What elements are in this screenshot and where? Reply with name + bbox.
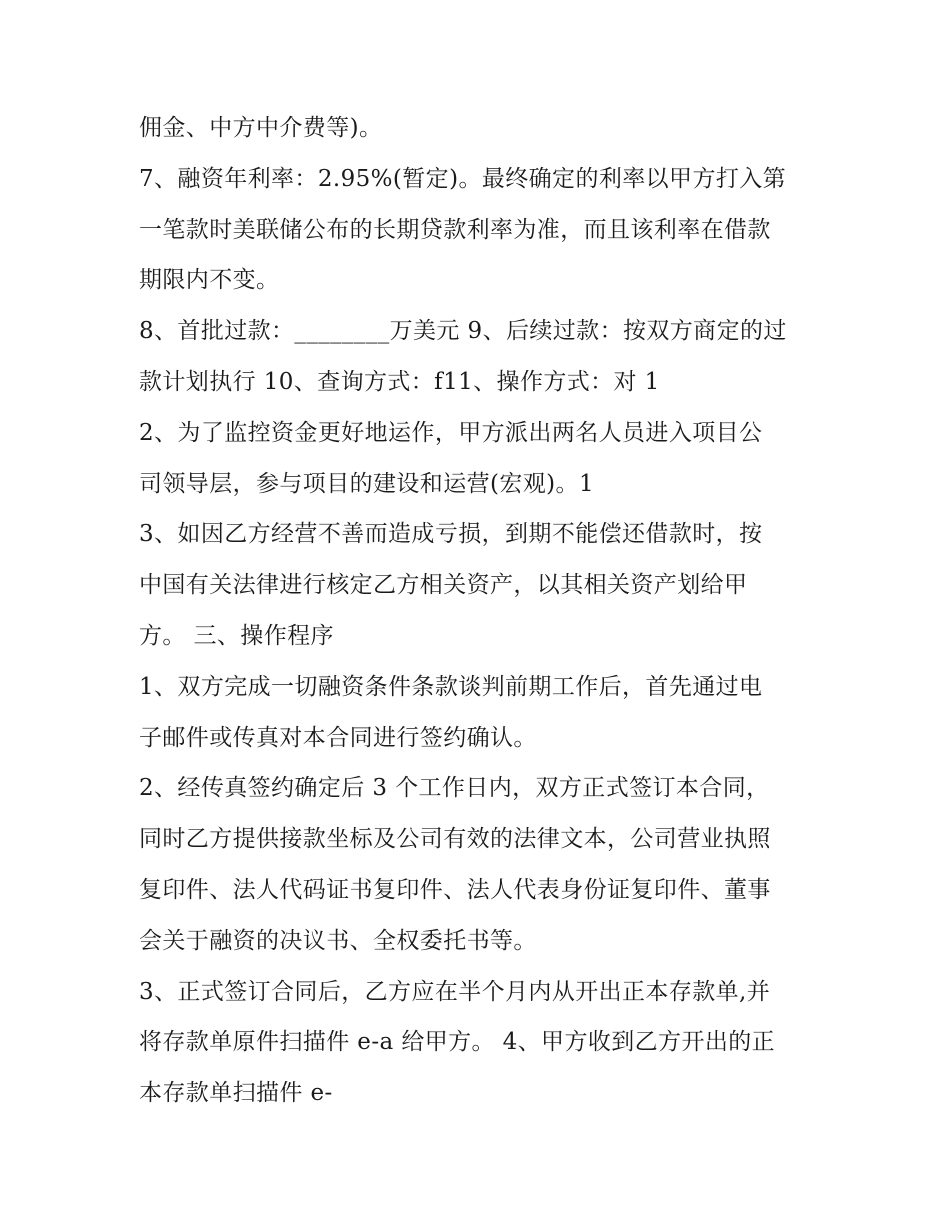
text-line: 同时乙方提供接款坐标及公司有效的法律文本，公司营业执照: [139, 826, 771, 853]
text-line: 7、融资年利率：2.95%(暂定)。最终确定的利率以甲方打入第: [139, 165, 787, 192]
text-line: 会关于融资的决议书、全权委托书等。: [139, 927, 537, 954]
text-line: 3、如因乙方经营不善而造成亏损，到期不能偿还借款时，按: [139, 521, 763, 548]
text-line: 2、为了监控资金更好地运作，甲方派出两名人员进入项目公: [139, 419, 763, 446]
text-line: 一笔款时美联储公布的长期贷款利率为准，而且该利率在借款: [139, 216, 771, 243]
text-line: 3、正式签订合同后，乙方应在半个月内从开出正本存款单,并: [139, 978, 771, 1005]
text-line: 2、经传真签约确定后 3 个工作日内，双方正式签订本合同，: [139, 775, 770, 802]
text-line: 佣金、中方中介费等)。: [139, 115, 383, 141]
text-line: 子邮件或传真对本合同进行签约确认。: [139, 724, 537, 751]
text-line: 期限内不变。: [139, 267, 280, 294]
text-line: 本存款单扫描件 e-: [139, 1080, 333, 1107]
document-body: [139, 103, 829, 1119]
text-line: 方。 三、操作程序: [139, 622, 334, 649]
text-line: 司领导层，参与项目的建设和运营(宏观)。1: [139, 470, 594, 497]
text-line: 1、双方完成一切融资条件条款谈判前期工作后，首先通过电: [139, 673, 763, 700]
text-line: 中国有关法律进行核定乙方相关资产，以其相关资产划给甲: [139, 572, 748, 599]
text-line: 复印件、法人代码证书复印件、法人代表身份证复印件、董事: [139, 876, 771, 903]
text-line: 款计划执行 10、查询方式：f11、操作方式：对 1: [139, 368, 660, 395]
text-line: 8、首批过款：________万美元 9、后续过款：按双方商定的过: [139, 318, 787, 345]
text-line: 将存款单原件扫描件 e-a 给甲方。 4、甲方收到乙方开出的正: [139, 1029, 776, 1056]
